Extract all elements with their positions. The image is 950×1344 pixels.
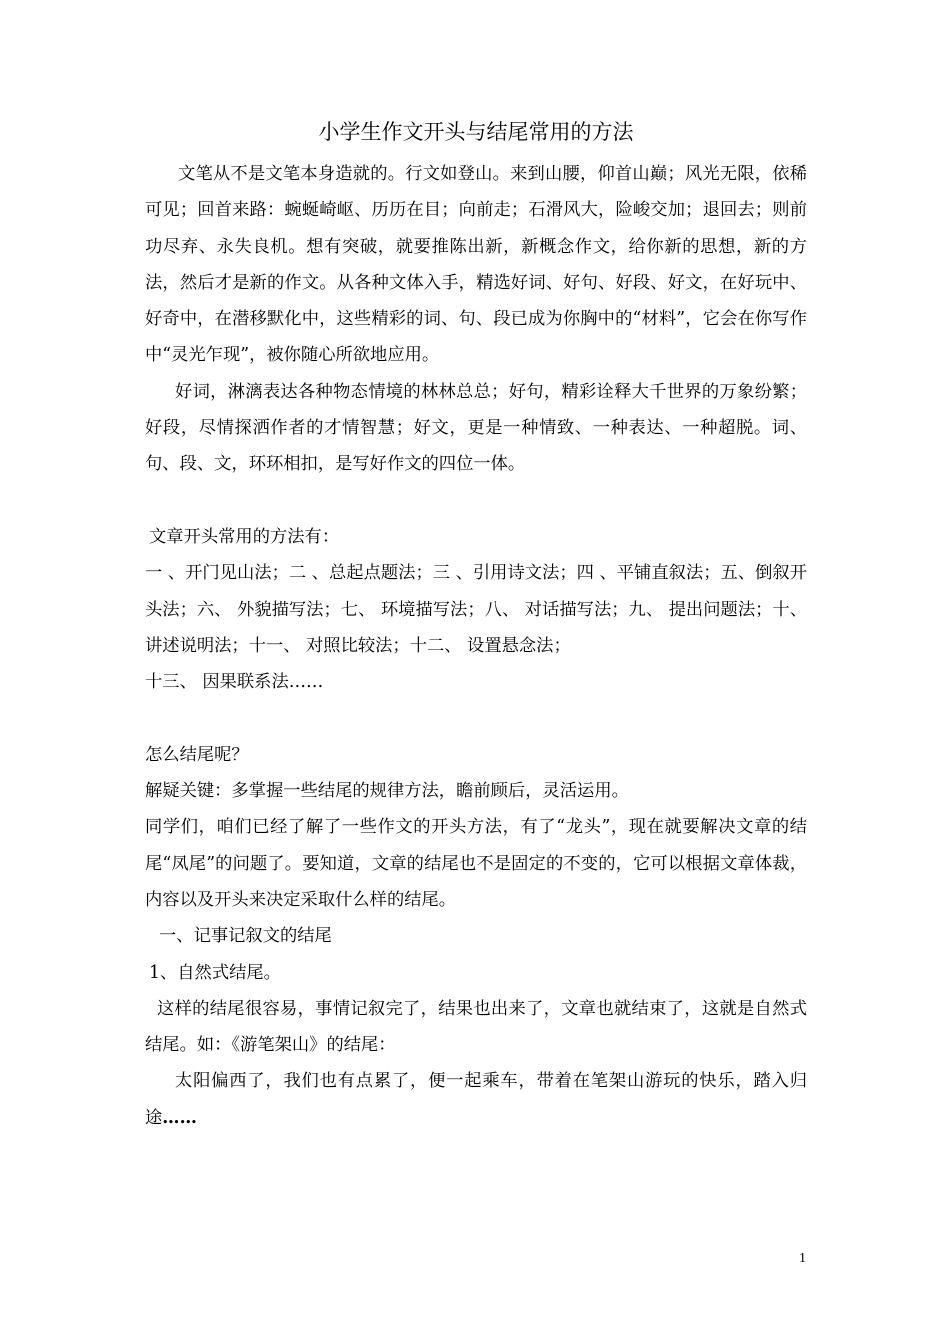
endings-key: 解疑关键：多掌握一些结尾的规律方法，瞻前顾后，灵活运用。: [145, 781, 629, 802]
subheading-1-description: 这样的结尾很容易，事情记叙完了，结果也出来了，文章也就结束了，这就是自然式结尾。如：《游笔架山》的结尾：: [145, 998, 807, 1056]
example-text: 太阳偏西了，我们也有点累了，便一起乘车，带着在笔架山游玩的快乐，踏入归途: [145, 1071, 807, 1128]
blank-line: [145, 700, 807, 736]
subheading-1: 1、自然式结尾。: [149, 962, 281, 983]
openings-heading: 文章开头常用的方法有：: [149, 526, 340, 547]
example-paragraph: [145, 1063, 807, 1136]
document-page: [145, 112, 807, 1136]
openings-list: 一 、开门见山法；二 、总起点题法；三 、引用诗文法；四 、平铺直叙法；五、倒叙开头法；六、 外貌描写法；七、 环境描写法；八、 对话描写法；九、 提出问题法；十、 讲述说明法；十一、 对照比较法；十二、 设置悬念法；: [145, 563, 807, 656]
section-heading-1: 一、记事记叙文的结尾: [159, 926, 332, 947]
openings-list-last: 十三、 因果联系法……: [145, 672, 324, 693]
endings-body: 同学们，咱们已经了解了一些作文的开头方法，有了“龙头”，现在就要解决文章的结尾“凤尾”的问题了。要知道，文章的结尾也不是固定的不变的，它可以根据文章体裁，内容以及开头来决定采取什么样的结尾。: [145, 817, 807, 910]
document-title: 小学生作文开头与结尾常用的方法: [318, 120, 634, 144]
intro-paragraph-2: 好词，淋漓表达各种物态情境的林林总总；好句，精彩诠释大千世界的万象纷繁；好段，尽情探洒作者的才情智慧；好文，更是一种情致、一种表达、一种超脱。词、句、段、文，环环相扣，是写好作文的四位一体。: [145, 381, 807, 475]
page-number: 1: [799, 1251, 806, 1266]
endings-question: 怎么结尾呢？: [145, 744, 249, 765]
example-ellipsis: ……: [162, 1107, 197, 1128]
intro-paragraph-1: 文笔从不是文笔本身造就的。行文如登山。来到山腰，仰首山巅；风光无限，依稀可见；回首来路：蜿蜒崎岖、历历在目；向前走；石滑风大，险峻交加；退回去；则前功尽弃、永失良机。想有突破，就要推陈出新，新概念作文，给你新的思想，新的方法，然后才是新的作文。从各种文体入手，精选好词、好句、好段、好文，在好玩中、好奇中，在潜移默化中，这些精彩的词、句、段已成为你胸中的“材料”，它会在你写作中“灵光乍现”，被你随心所欲地应用。: [145, 164, 807, 366]
blank-line: [145, 483, 807, 519]
